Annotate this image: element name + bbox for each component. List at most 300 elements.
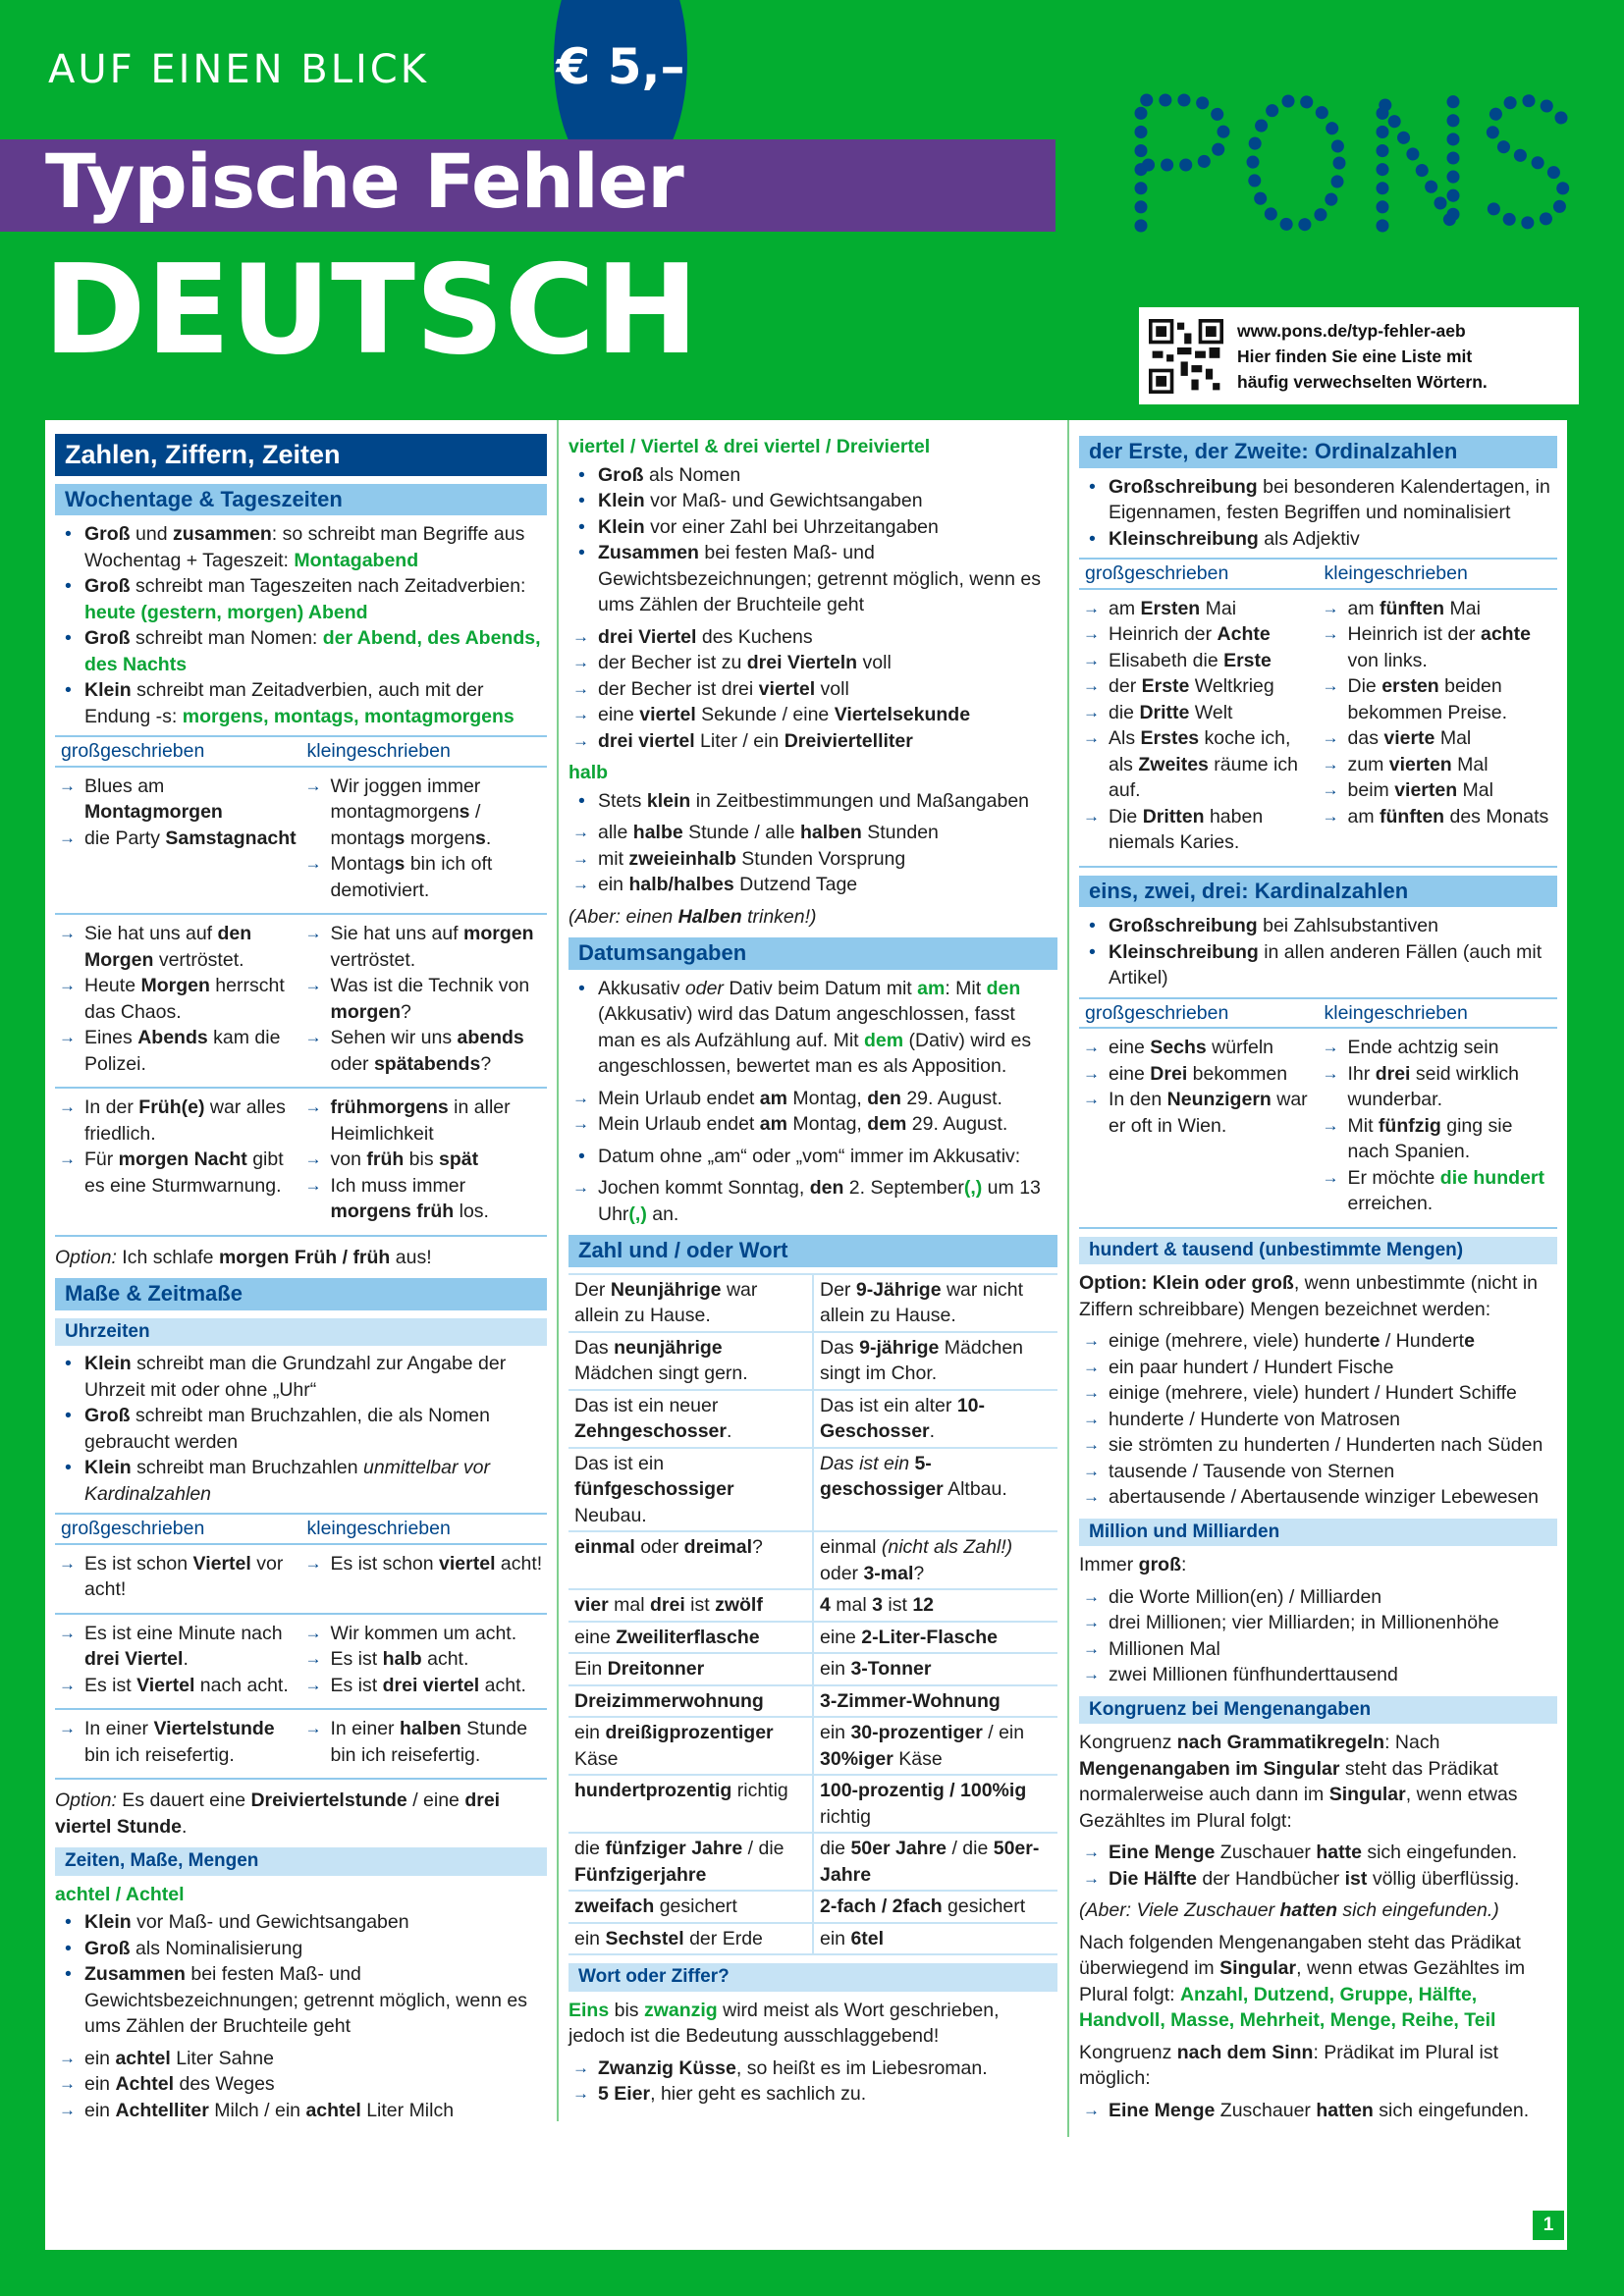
emphasis-text: 5-geschossiger xyxy=(820,1452,944,1500)
example-item xyxy=(1079,2098,1557,2124)
highlight-text: am xyxy=(917,977,946,999)
bullet-list xyxy=(55,521,547,729)
emphasis-text: Früh(e) xyxy=(138,1096,205,1118)
example-item xyxy=(55,2046,547,2072)
text-run: Kongruenz xyxy=(1079,2041,1177,2063)
bullet-item xyxy=(1079,913,1557,939)
emphasis-text: unmittelbar vor Kardinalzahlen xyxy=(84,1457,490,1505)
example-item xyxy=(1319,752,1558,778)
example-item xyxy=(1079,1484,1557,1511)
example-item xyxy=(301,1147,548,1173)
digit-form-cell xyxy=(813,1332,1057,1390)
emphasis-text: Erstes xyxy=(1140,727,1200,749)
text-run: die Party xyxy=(84,827,166,849)
example-item xyxy=(1079,1584,1557,1611)
emphasis-text: Groß xyxy=(84,627,131,649)
emphasis-text: spät xyxy=(439,1148,479,1170)
text-run: ist xyxy=(882,1594,913,1616)
highlight-text: der Abend, des Abends, des Nachts xyxy=(84,627,541,675)
text-run: (Akkusativ) wird das Datum angeschlossen, fasst man es als Aufzählung auf. Mit xyxy=(598,1003,1015,1051)
text-run: tausende / Tausende von Sternen xyxy=(1109,1460,1395,1482)
text-run: bei Zahlsubstantiven xyxy=(1257,915,1438,936)
qr-caption-line: Hier finden Sie eine Liste mit xyxy=(1237,346,1473,366)
emphasis-text: 12 xyxy=(912,1594,935,1616)
text-run: / ein xyxy=(982,1722,1025,1743)
text-run: , wenn etwas Gezähltes im Plural folgt: xyxy=(1079,1784,1518,1832)
emphasis-text: nach Grammatikregeln xyxy=(1176,1732,1385,1753)
emphasis-text: neunjährige xyxy=(614,1336,723,1359)
emphasis-text: morgens früh xyxy=(330,1201,455,1222)
emphasis-text: Option: xyxy=(55,1789,117,1811)
text-run: Mein Urlaub endet xyxy=(598,1087,760,1109)
uppercase-examples xyxy=(1079,1035,1319,1217)
example-item xyxy=(568,702,1057,728)
text-run: Datum ohne „am“ oder „vom“ immer im Akkusativ: xyxy=(598,1145,1021,1167)
example-item xyxy=(1079,804,1319,856)
bullet-item xyxy=(568,540,1057,618)
text-run: mal xyxy=(608,1594,650,1616)
example-item xyxy=(55,1025,301,1077)
text-run: würfeln xyxy=(1206,1037,1274,1058)
emphasis-text: Achte xyxy=(1217,623,1271,645)
digit-form-cell xyxy=(813,1685,1057,1718)
example-item xyxy=(1079,596,1319,622)
emphasis-text: klein xyxy=(646,789,691,812)
uppercase-examples xyxy=(55,921,301,1077)
emphasis-text: hatte xyxy=(1316,1842,1362,1863)
example-item xyxy=(1079,1087,1319,1139)
example-item xyxy=(301,1673,548,1699)
text-run: . xyxy=(929,1420,936,1442)
text-run: Wir joggen immer montagmorgen xyxy=(330,774,481,823)
text-run: Heinrich ist der xyxy=(1347,623,1481,645)
text-run: / eine xyxy=(406,1789,465,1811)
text-run: alle xyxy=(598,822,633,843)
emphasis-text: Zusammen xyxy=(84,1963,186,1985)
comparison-header xyxy=(55,1513,547,1545)
bullet-item xyxy=(568,976,1057,1080)
text-run: als Adjektiv xyxy=(1258,527,1360,550)
emphasis-text: Dritten xyxy=(1142,805,1205,828)
text-run: oder xyxy=(330,1052,374,1075)
topic-heading: halb xyxy=(568,762,609,783)
text-run: war alles friedlich. xyxy=(84,1096,286,1145)
example-list xyxy=(568,1175,1057,1227)
emphasis-text: frühmorgens xyxy=(330,1096,449,1118)
text-run: Milch / ein xyxy=(208,2099,306,2121)
bullet-item xyxy=(568,1144,1057,1170)
uppercase-column-label: großgeschrieben xyxy=(1085,1001,1229,1024)
emphasis-text: drei Viertel xyxy=(84,1648,184,1670)
word-form-cell xyxy=(568,1622,813,1654)
emphasis-text: Achtel xyxy=(115,2073,175,2095)
emphasis-text: Abends xyxy=(137,1027,208,1048)
topic-heading: viertel / Viertel & drei viertel / Dreiviertel xyxy=(568,436,931,457)
text-run: in aller Heimlichkeit xyxy=(330,1096,511,1145)
minor-heading: Wort oder Ziffer? xyxy=(568,1963,1057,1992)
example-item xyxy=(568,1111,1057,1138)
uppercase-column-label: großgeschrieben xyxy=(61,740,205,762)
digit-form-cell xyxy=(813,1775,1057,1833)
text-run: beim xyxy=(1347,779,1395,801)
bullet-item xyxy=(55,1403,547,1455)
text-run: am xyxy=(1347,805,1380,828)
page-number: 1 xyxy=(1533,2211,1564,2240)
lowercase-column-label: kleingeschrieben xyxy=(1324,562,1468,584)
text-run: Ich schlafe xyxy=(116,1246,219,1268)
highlight-text: morgens, montags, montagmorgens xyxy=(182,705,514,727)
emphasis-text: 5 Eier xyxy=(598,2083,651,2105)
text-run: Jochen kommt Sonntag, xyxy=(598,1177,810,1199)
example-item xyxy=(1079,1035,1319,1061)
text-run: bis xyxy=(404,1148,440,1170)
text-run: Dutzend Tage xyxy=(733,874,858,895)
example-item xyxy=(55,1147,301,1199)
lowercase-examples xyxy=(1319,596,1558,856)
text-run: ein xyxy=(598,874,629,895)
emphasis-text: halben xyxy=(399,1718,461,1739)
example-item xyxy=(1079,1061,1319,1088)
text-run: Altbau. xyxy=(943,1478,1007,1500)
highlight-text: Anzahl, Dutzend, Gruppe, Hälfte, Handvoll, Masse, Mehrheit, Menge, Reihe, Teil xyxy=(1079,1983,1496,2031)
emphasis-text: vierten xyxy=(1394,779,1458,801)
text-run: eine xyxy=(1109,1062,1151,1085)
emphasis-text: zweifach xyxy=(574,1896,655,1917)
digit-form-cell xyxy=(813,1448,1057,1532)
word-form-cell xyxy=(568,1448,813,1532)
comparison-group xyxy=(1079,1029,1557,1229)
emphasis-text: Groß xyxy=(84,523,131,545)
bullet-item xyxy=(55,1455,547,1507)
text-run: ein xyxy=(820,1927,851,1949)
text-run: Was ist die Technik von xyxy=(330,975,530,996)
text-run: ? xyxy=(752,1536,763,1558)
text-run: schreibt man Bruchzahlen, die als Nomen gebraucht werden xyxy=(84,1405,490,1453)
emphasis-text: morgen Nacht xyxy=(118,1148,247,1170)
text-run: sich eingefunden. xyxy=(1361,1842,1518,1863)
comparison-group xyxy=(55,915,547,1089)
comparison-group xyxy=(55,768,547,916)
emphasis-text: Die Hälfte xyxy=(1109,1867,1197,1890)
emphasis-text: e xyxy=(1369,1330,1380,1352)
text-run: koche ich, als xyxy=(1109,727,1291,775)
paragraph xyxy=(1079,1552,1557,1578)
emphasis-text: Viertel xyxy=(192,1552,251,1575)
subsection-heading: Zahl und / oder Wort xyxy=(568,1235,1057,1267)
bullet-item xyxy=(55,625,547,677)
subsection-heading: Maße & Zeitmaße xyxy=(55,1278,547,1310)
emphasis-text: achtel xyxy=(115,2047,171,2069)
text-run: eine xyxy=(574,1626,617,1648)
example-item xyxy=(1319,777,1558,804)
text-run: Er möchte xyxy=(1347,1166,1440,1189)
subject-title: DEUTSCH xyxy=(43,238,699,382)
comparison-block xyxy=(55,735,547,1237)
text-run: als Nomen xyxy=(643,463,741,486)
example-item xyxy=(55,2098,547,2124)
emphasis-text: drei xyxy=(1375,1062,1411,1085)
text-run: der Becher ist drei xyxy=(598,677,759,700)
emphasis-text: drei xyxy=(649,1594,685,1616)
text-run: Als xyxy=(1109,727,1141,749)
emphasis-text: Dreiviertelstunde xyxy=(250,1789,407,1811)
emphasis-text: Zweites xyxy=(1138,753,1209,775)
text-run: / die xyxy=(947,1838,994,1859)
emphasis-text: hatten xyxy=(1279,1899,1337,1921)
example-item xyxy=(301,1173,548,1225)
example-item xyxy=(55,826,301,852)
emphasis-text: Großschreibung xyxy=(1109,915,1258,936)
comparison-block xyxy=(1079,997,1557,1229)
text-run: abertausende / Abertausende winziger Lebewesen xyxy=(1109,1486,1539,1508)
emphasis-text: Viertelsekunde xyxy=(834,704,971,725)
text-run: Zuschauer xyxy=(1215,2099,1317,2121)
qr-caption-line: häufig verwechselten Wörtern. xyxy=(1237,371,1488,392)
text-run: Das ist ein alter xyxy=(820,1394,957,1416)
bullet-item xyxy=(568,788,1057,815)
text-run: Es ist schon xyxy=(84,1552,193,1575)
subsection-heading: eins, zwei, drei: Kardinalzahlen xyxy=(1079,876,1557,908)
emphasis-text: s xyxy=(459,801,470,823)
text-run: Mal xyxy=(1451,753,1489,775)
text-run: Ende achtzig sein xyxy=(1347,1037,1499,1058)
text-run: Weltkrieg xyxy=(1189,675,1274,697)
text-run: bin ich reisefertig. xyxy=(84,1743,235,1766)
example-item xyxy=(1079,1840,1557,1866)
example-item xyxy=(55,1673,301,1699)
qr-code-icon[interactable] xyxy=(1149,319,1223,394)
text-run: morgen xyxy=(405,827,475,849)
text-run: Wir kommen um acht. xyxy=(330,1622,517,1644)
table-row xyxy=(568,1622,1057,1654)
text-run: Liter / ein xyxy=(694,729,785,752)
example-list xyxy=(55,2046,547,2124)
text-run: seid wirklich wunderbar. xyxy=(1347,1062,1519,1110)
text-run: in allen anderen Fällen (auch mit Artikel) xyxy=(1109,940,1543,988)
text-run: Stunde / alle xyxy=(682,822,800,843)
text-run: die Worte Million(en) / Milliarden xyxy=(1109,1585,1382,1608)
table-row xyxy=(568,1332,1057,1390)
text-run: Mein Urlaub endet xyxy=(598,1113,760,1135)
text-run: des Monats xyxy=(1444,805,1549,828)
text-run: acht! xyxy=(495,1552,543,1575)
table-row xyxy=(568,1274,1057,1332)
emphasis-text: morgen xyxy=(330,1000,402,1023)
text-run: ein xyxy=(84,2073,116,2095)
text-run: ging sie nach Spanien. xyxy=(1347,1114,1513,1162)
lowercase-examples xyxy=(301,1095,548,1225)
emphasis-text: trinken!) xyxy=(741,905,817,928)
text-run: Nach folgenden Mengenangaben steht das Prädikat überwiegend im xyxy=(1079,1931,1521,1979)
text-run: ein xyxy=(820,1722,851,1743)
digit-form-cell xyxy=(813,1622,1057,1654)
example-item xyxy=(301,851,548,903)
text-run: Der xyxy=(574,1278,611,1301)
comparison-block xyxy=(55,1513,547,1780)
example-item xyxy=(1319,725,1558,752)
minor-heading: Million und Milliarden xyxy=(1079,1519,1557,1547)
emphasis-text: viertel xyxy=(639,704,696,725)
text-run: 29. August. xyxy=(900,1087,1002,1109)
example-item xyxy=(55,2071,547,2098)
paragraph xyxy=(55,1245,547,1271)
text-run: Neubau. xyxy=(574,1504,647,1526)
bullet-list xyxy=(568,976,1057,1080)
word-form-cell xyxy=(568,1775,813,1833)
text-run: Es ist xyxy=(330,1648,383,1670)
emphasis-text: Zwanzig Küsse xyxy=(598,2056,736,2079)
text-run: ist xyxy=(684,1594,716,1616)
text-run: Elisabeth die xyxy=(1109,649,1224,671)
digit-form-cell xyxy=(813,1891,1057,1923)
example-item xyxy=(301,1025,548,1077)
example-item xyxy=(55,921,301,973)
emphasis-text: 2-Liter-Flasche xyxy=(861,1626,999,1648)
emphasis-text: halb/halbes xyxy=(628,874,734,895)
emphasis-text: sich eingefunden.) xyxy=(1337,1899,1499,1921)
highlight-text: (,) xyxy=(963,1177,983,1199)
text-run: In einer xyxy=(84,1718,154,1739)
example-item xyxy=(1319,673,1558,725)
word-form-cell xyxy=(568,1589,813,1622)
text-run: gibt es eine Sturmwarnung. xyxy=(84,1148,284,1197)
text-run: oder xyxy=(820,1562,864,1584)
text-run: das xyxy=(1347,727,1384,749)
lowercase-column-label: kleingeschrieben xyxy=(1324,1001,1468,1024)
text-run: (Dativ) wird es angeschlossen, bewertet man es als Apposition. xyxy=(598,1029,1032,1077)
example-item xyxy=(301,774,548,852)
word-form-cell xyxy=(568,1891,813,1923)
emphasis-text: Sechs xyxy=(1150,1037,1207,1058)
example-item xyxy=(55,973,301,1025)
text-run: von xyxy=(330,1148,367,1170)
text-run: bekommen xyxy=(1187,1062,1288,1085)
text-run: vertröstet. xyxy=(153,948,244,971)
text-run: als Nominalisierung xyxy=(130,1937,303,1959)
example-item xyxy=(568,624,1057,651)
text-run: Welt xyxy=(1189,701,1233,723)
text-run: ein xyxy=(820,1658,851,1680)
example-item xyxy=(1079,700,1319,726)
emphasis-text: Achtelliter xyxy=(115,2099,209,2121)
emphasis-text: 50er-Jahre xyxy=(820,1838,1040,1886)
emphasis-text: hatten xyxy=(1316,2099,1374,2121)
digit-form-cell xyxy=(813,1531,1057,1589)
table-row xyxy=(568,1775,1057,1833)
text-run: ? xyxy=(401,1000,411,1023)
bullet-list xyxy=(55,1351,547,1507)
uppercase-column-label: großgeschrieben xyxy=(61,1518,205,1539)
text-run: der Erde xyxy=(683,1927,763,1949)
example-list xyxy=(1079,2098,1557,2124)
text-run: oder xyxy=(634,1536,684,1558)
text-run: des Kuchens xyxy=(696,625,813,648)
example-list xyxy=(568,624,1057,755)
emphasis-text: 50er Jahre xyxy=(850,1838,947,1859)
emphasis-text: Neunzigern xyxy=(1166,1089,1272,1110)
word-form-cell xyxy=(568,1332,813,1390)
text-run: sie strömten zu hunderten / Hunderten nach Süden xyxy=(1109,1434,1543,1456)
word-form-cell xyxy=(568,1653,813,1685)
example-item xyxy=(568,820,1057,846)
text-run: der Becher ist zu xyxy=(598,652,747,673)
text-run: bis xyxy=(609,1999,644,2021)
text-run: richtig xyxy=(820,1805,872,1828)
emphasis-text: Neunjährige xyxy=(610,1278,722,1301)
text-run: / die xyxy=(742,1838,785,1859)
text-run: In der xyxy=(84,1096,139,1118)
word-form-cell xyxy=(568,1833,813,1891)
emphasis-text: Kleinschreibung xyxy=(1109,527,1259,550)
emphasis-text: (nicht als Zahl!) xyxy=(881,1536,1013,1558)
table-row xyxy=(568,1717,1057,1775)
text-run: Mit xyxy=(1347,1114,1379,1137)
digit-form-cell xyxy=(813,1274,1057,1332)
example-item xyxy=(1079,1459,1557,1485)
emphasis-text: halbe xyxy=(632,822,683,843)
text-run: schreibt man Zeitadverbien, auch mit der Endung -s: xyxy=(84,679,484,727)
comparison-group xyxy=(55,1089,547,1237)
text-run: die xyxy=(1109,701,1140,723)
emphasis-text: fünfzig xyxy=(1378,1114,1441,1137)
text-run: Sie hat uns auf xyxy=(330,923,464,944)
text-run: eine xyxy=(598,704,640,725)
text-run: war nicht allein zu Hause. xyxy=(820,1278,1023,1326)
text-run: erreichen. xyxy=(1347,1193,1434,1214)
example-item xyxy=(568,846,1057,873)
bullet-list xyxy=(1079,913,1557,991)
emphasis-text: Eine Menge xyxy=(1109,1842,1216,1863)
emphasis-text: Mengenangaben im Singular xyxy=(1079,1757,1340,1780)
text-run: , wenn unbestimmte (nicht in Ziffern schreibbare) Mengen bezeichnet werden: xyxy=(1079,1272,1539,1320)
text-run: Stets xyxy=(598,789,647,812)
emphasis-text: 3-mal xyxy=(863,1562,914,1584)
emphasis-text: Montagmorgen xyxy=(84,801,223,823)
emphasis-text: viertel xyxy=(439,1552,496,1575)
qr-url-link[interactable]: www.pons.de/typ-fehler-aeb xyxy=(1237,320,1466,341)
highlight-text: (,) xyxy=(628,1202,647,1225)
text-run: Millionen Mal xyxy=(1109,1637,1220,1660)
comparison-group xyxy=(1079,590,1557,868)
text-run: wird meist als Wort geschrieben, jedoch ist die Bedeutung ausschlaggebend! xyxy=(568,1999,1000,2047)
paragraph xyxy=(568,1998,1057,2050)
emphasis-text: Klein xyxy=(84,1911,132,1933)
table-row xyxy=(568,1653,1057,1685)
text-run: einige (mehrere, viele) hundert / Hundert Schiffe xyxy=(1109,1382,1517,1404)
minor-heading: Zeiten, Maße, Mengen xyxy=(55,1847,547,1876)
text-run: ? xyxy=(913,1562,925,1584)
emphasis-text: Zusammen xyxy=(598,542,699,563)
text-run: völlig überflüssig. xyxy=(1367,1867,1520,1890)
text-run: vor Maß- und Gewichtsangaben xyxy=(131,1911,409,1933)
text-run: Ihr xyxy=(1347,1062,1376,1085)
text-run: voll xyxy=(857,652,892,673)
word-form-cell xyxy=(568,1717,813,1775)
emphasis-text: Dritte xyxy=(1139,701,1190,723)
example-item xyxy=(568,1175,1057,1227)
paragraph xyxy=(55,1788,547,1840)
text-run: mit xyxy=(598,847,629,870)
emphasis-text: Viertel xyxy=(136,1674,195,1696)
lowercase-column-label: kleingeschrieben xyxy=(306,740,451,762)
highlight-text: den xyxy=(986,977,1021,999)
text-run: Montag, xyxy=(786,1087,868,1109)
emphasis-text: drei Viertel xyxy=(598,625,697,648)
section-heading: Zahlen, Ziffern, Zeiten xyxy=(55,434,547,476)
example-item xyxy=(1319,596,1558,622)
digit-form-cell xyxy=(813,1390,1057,1448)
text-run: Das xyxy=(820,1336,860,1359)
